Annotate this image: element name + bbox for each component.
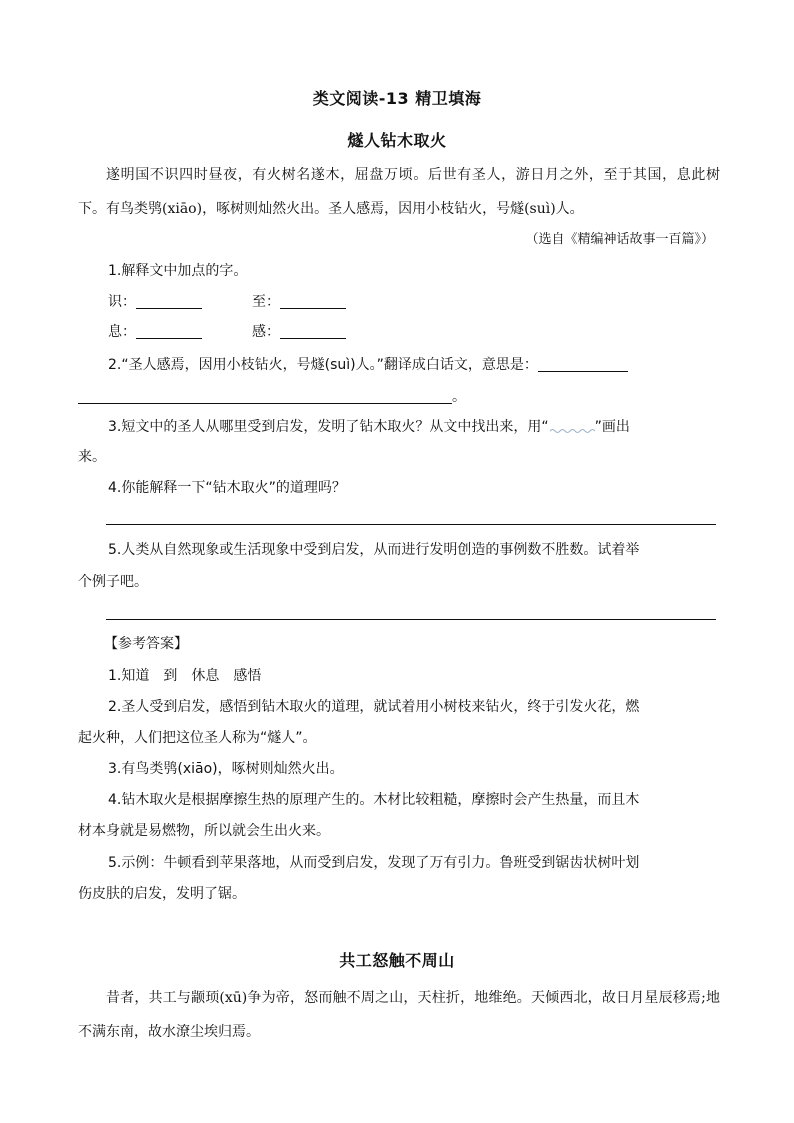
answer-5: 5.示例：牛顿看到苹果落地，从而受到启发，发现了万有引力。鲁班受到锯齿状树叶划 xyxy=(108,855,640,871)
q1-item-shi xyxy=(108,292,202,312)
answer-5-continued: 伤皮肤的启发，发明了锯。 xyxy=(78,886,246,902)
answer-blank[interactable] xyxy=(538,355,628,372)
question-5-continued: 个例子吧。 xyxy=(78,574,148,590)
answer-4: 4.钻木取火是根据摩擦生热的原理产生的。木材比较粗糙，摩擦时会产生热量，而且木 xyxy=(108,792,640,808)
answer-line[interactable] xyxy=(106,619,716,620)
answer-line[interactable] xyxy=(106,524,716,525)
q1-item-label: 感： xyxy=(252,324,280,340)
document-title: 类文阅读-13 精卫填海 xyxy=(312,89,482,108)
question-3-continued: 来。 xyxy=(78,449,106,465)
section2-title: 共工怒触不周山 xyxy=(339,951,455,970)
q1-item-label: 息： xyxy=(108,324,136,340)
answer-blank[interactable] xyxy=(136,322,202,339)
answer-2: 2.圣人受到启发，感悟到钻木取火的道理，就试着用小树枝来钻火，终于引发火花，燃 xyxy=(108,699,640,715)
q1-item-zhi xyxy=(252,292,346,312)
answer-blank[interactable] xyxy=(280,292,346,309)
question-2-end: 。 xyxy=(452,389,466,405)
answer-blank[interactable] xyxy=(280,322,346,339)
section1-title: 燧人钻木取火 xyxy=(347,131,447,150)
question-3 xyxy=(108,417,630,437)
question-3-text-end: ”画出 xyxy=(594,419,630,435)
answer-2-continued: 起火种，人们把这位圣人称为“燧人”。 xyxy=(78,730,317,746)
answer-blank[interactable] xyxy=(136,292,202,309)
question-3-text: 3.短文中的圣人从哪里受到启发，发明了钻木取火？从文中找出来，用“ xyxy=(108,419,549,435)
section1-classical-text xyxy=(78,158,720,226)
section1-paragraph: 遂明国不识四时昼夜，有火树名遂木，屈盘万顷。后世有圣人，游日月之外，至于其国，息此树下。有鸟类鸮(xiāo)，啄树则灿然火出。圣人感焉，因用小枝钻火，号燧(suì)人。 xyxy=(78,167,720,217)
answer-1: 1.知道 到 休息 感悟 xyxy=(108,668,262,684)
section2-classical-text xyxy=(78,981,720,1049)
wavy-underline-icon xyxy=(549,422,595,434)
question-4: 4.你能解释一下“钻木取火”的道理吗？ xyxy=(108,480,346,496)
q1-item-label: 至： xyxy=(252,294,280,310)
q1-item-gan xyxy=(252,322,346,342)
question-2 xyxy=(108,355,628,375)
answer-3: 3.有鸟类鸮(xiāo)，啄树则灿然火出。 xyxy=(108,761,344,777)
question-2-text: 2.“圣人感焉，因用小枝钻火，号燧(suì)人。”翻译成白话文，意思是： xyxy=(108,357,538,373)
answer-4-continued: 材本身就是易燃物，所以就会生出火来。 xyxy=(78,823,330,839)
section1-source: （选自《精编神话故事一百篇》） xyxy=(525,232,714,247)
q1-item-xi xyxy=(108,322,202,342)
question-5: 5.人类从自然现象或生活现象中受到启发，从而进行发明创造的事例数不胜数。试着举 xyxy=(108,542,640,558)
question-2-continued xyxy=(78,387,466,407)
answer-blank[interactable] xyxy=(78,387,452,404)
section2-paragraph: 昔者，共工与颛顼(xū)争为帝，怒而触不周之山，天柱折，地维绝。天倾西北，故日月星辰移焉;地不满东南，故水潦尘埃归焉。 xyxy=(78,990,720,1040)
q1-item-label: 识： xyxy=(108,294,136,310)
question-1: 1.解释文中加点的字。 xyxy=(108,263,248,279)
answers-heading: 【参考答案】 xyxy=(104,636,188,652)
